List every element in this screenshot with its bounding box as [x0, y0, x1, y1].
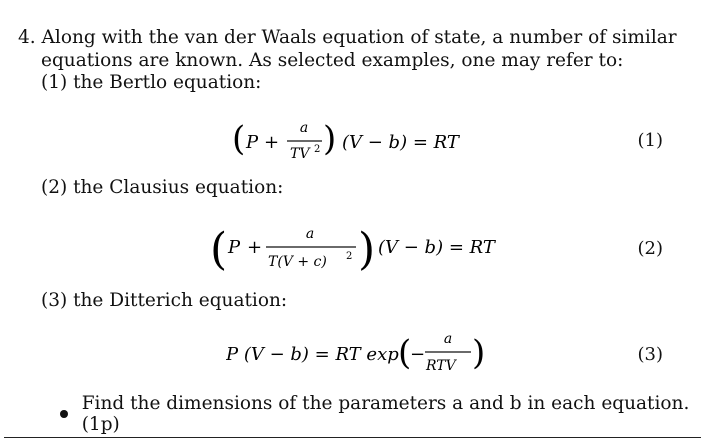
item-label-2: (2) the Clausius equation:: [41, 177, 284, 198]
bullet-icon: [60, 410, 68, 418]
eq-number-3: (3): [637, 344, 663, 365]
task-bullet-item: [60, 393, 711, 435]
eq2-numerator: a: [305, 226, 315, 242]
eq1-plus: +: [264, 132, 280, 153]
eq3-denominator: RTV: [426, 358, 456, 374]
eq-number-2: (2): [637, 238, 663, 259]
item-label-1: (1) the Bertlo equation:: [41, 72, 262, 93]
eq3-numerator: a: [443, 331, 453, 347]
eq2-denominator: T(V + c): [268, 254, 327, 270]
item-label-3: (3) the Ditterich equation:: [41, 290, 288, 311]
eq-number-1: (1): [637, 130, 663, 151]
eq1-P: P: [246, 132, 259, 153]
eq1-denominator: TV: [290, 146, 310, 162]
eq2-right-paren: ): [358, 224, 376, 275]
problem-number: 4.: [18, 27, 36, 48]
intro-line-2: equations are known. As selected examples, one may refer to:: [41, 50, 624, 71]
problem-statement: [18, 26, 678, 72]
equation-3: [226, 328, 506, 384]
eq3-right-paren: ): [472, 333, 486, 373]
eq2-den-exponent: 2: [346, 251, 353, 262]
equation-2: [210, 222, 500, 278]
eq3-minus: −: [410, 344, 426, 365]
eq2-plus: +: [247, 237, 263, 258]
eq1-den-exponent: 2: [314, 144, 321, 155]
eq1-numerator: a: [299, 120, 309, 136]
bottom-rule: [4, 437, 701, 438]
eq2-left-paren: (: [210, 224, 228, 275]
eq1-right-paren: ): [323, 119, 337, 159]
eq3-left-paren: (: [398, 333, 412, 373]
intro-line-1: [18, 26, 678, 49]
eq2-rest: (V − b) = RT: [378, 237, 495, 258]
intro-text-1: Along with the van der Waals equation of state, a number of similar: [41, 27, 677, 48]
eq1-left-paren: (: [232, 119, 246, 159]
equation-1: [232, 118, 492, 166]
task-text: Find the dimensions of the parameters a and b in each equation. (1p): [81, 393, 690, 435]
eq1-rest: (V − b) = RT: [342, 132, 459, 153]
eq3-lhs: P (V − b) = RT exp: [226, 344, 399, 365]
eq2-P: P: [228, 237, 241, 258]
